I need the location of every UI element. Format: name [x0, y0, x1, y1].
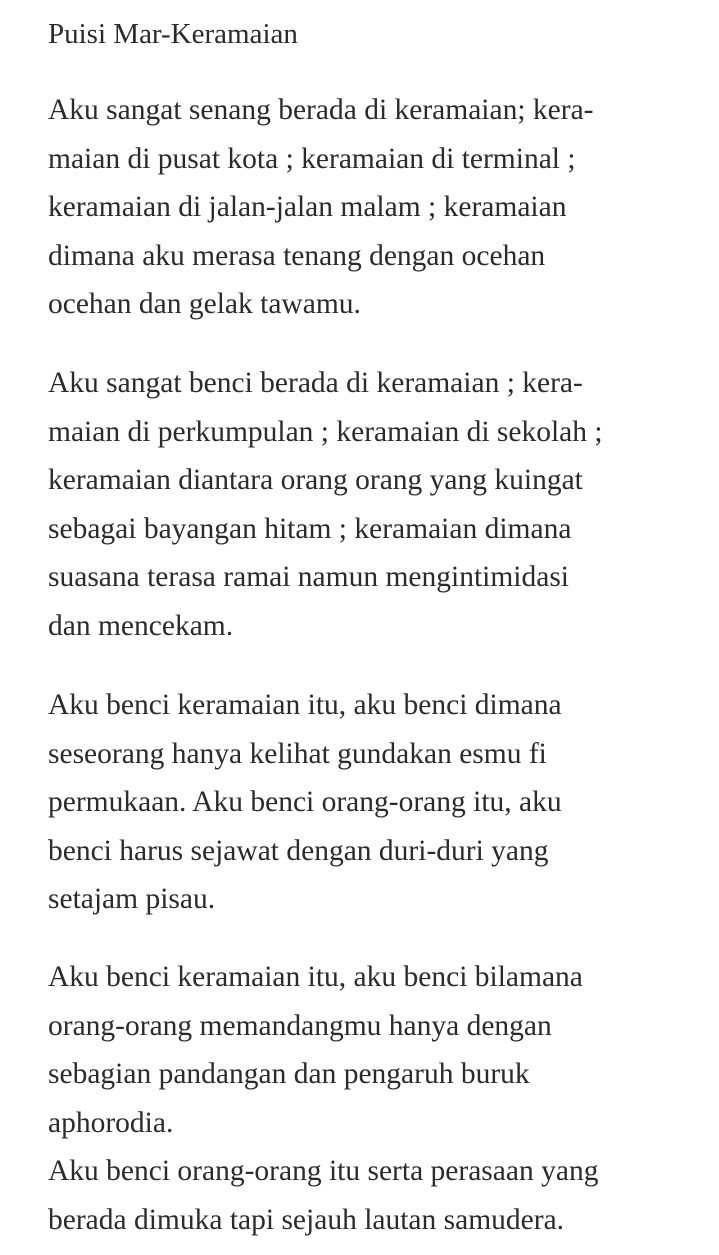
poem-line: Aku benci orang-orang itu serta perasaan yang	[48, 1155, 599, 1188]
poem-line: Aku sangat senang berada di keramaian; kera-	[48, 94, 594, 126]
poem-line: seseorang hanya kelihat gundakan esmu fi	[48, 737, 547, 770]
poem-line: Aku sangat benci berada di keramaian ; kera-	[48, 367, 583, 399]
poem-line: permukaan. Aku benci orang-orang itu, aku	[48, 786, 562, 819]
stanza-3	[48, 681, 562, 924]
stanza-2	[48, 359, 603, 651]
poem-line: setajam pisau.	[48, 883, 216, 916]
poem-line: suasana terasa ramai namun mengintimidasi	[48, 561, 570, 594]
poem-line: benci harus sejawat dengan duri-duri yang	[48, 834, 549, 867]
poem-line: dan mencekam.	[48, 609, 234, 642]
poem-line: maian di perkumpulan ; keramaian di sekolah ;	[48, 415, 603, 448]
poem-line: keramaian diantara orang orang yang kuingat	[48, 464, 583, 497]
poem-line: sebagian pandangan dan pengaruh buruk	[48, 1058, 530, 1091]
stanza-1	[48, 86, 594, 329]
poem-line: Aku benci keramaian itu, aku benci dimana	[48, 689, 562, 721]
poem-line: berada dimuka tapi sejauh lautan samudera.	[48, 1203, 565, 1236]
poem-line: sebagai bayangan hitam ; keramaian dimana	[48, 512, 572, 545]
poem-line: maian di pusat kota ; keramaian di terminal ;	[48, 142, 576, 175]
stanza-4	[48, 953, 598, 1245]
poem-line: aphorodia.	[48, 1106, 174, 1139]
poem-line: dimana aku merasa tenang dengan ocehan	[48, 239, 546, 272]
poem-title: Puisi Mar-Keramaian	[48, 18, 298, 50]
poem-line: orang-orang memandangmu hanya dengan	[48, 1009, 552, 1042]
poem-line: keramaian di jalan-jalan malam ; keramaian	[48, 191, 567, 224]
poem-line: Aku benci keramaian itu, aku benci bilamana	[48, 961, 583, 993]
poem-line: ocehan dan gelak tawamu.	[48, 288, 361, 321]
